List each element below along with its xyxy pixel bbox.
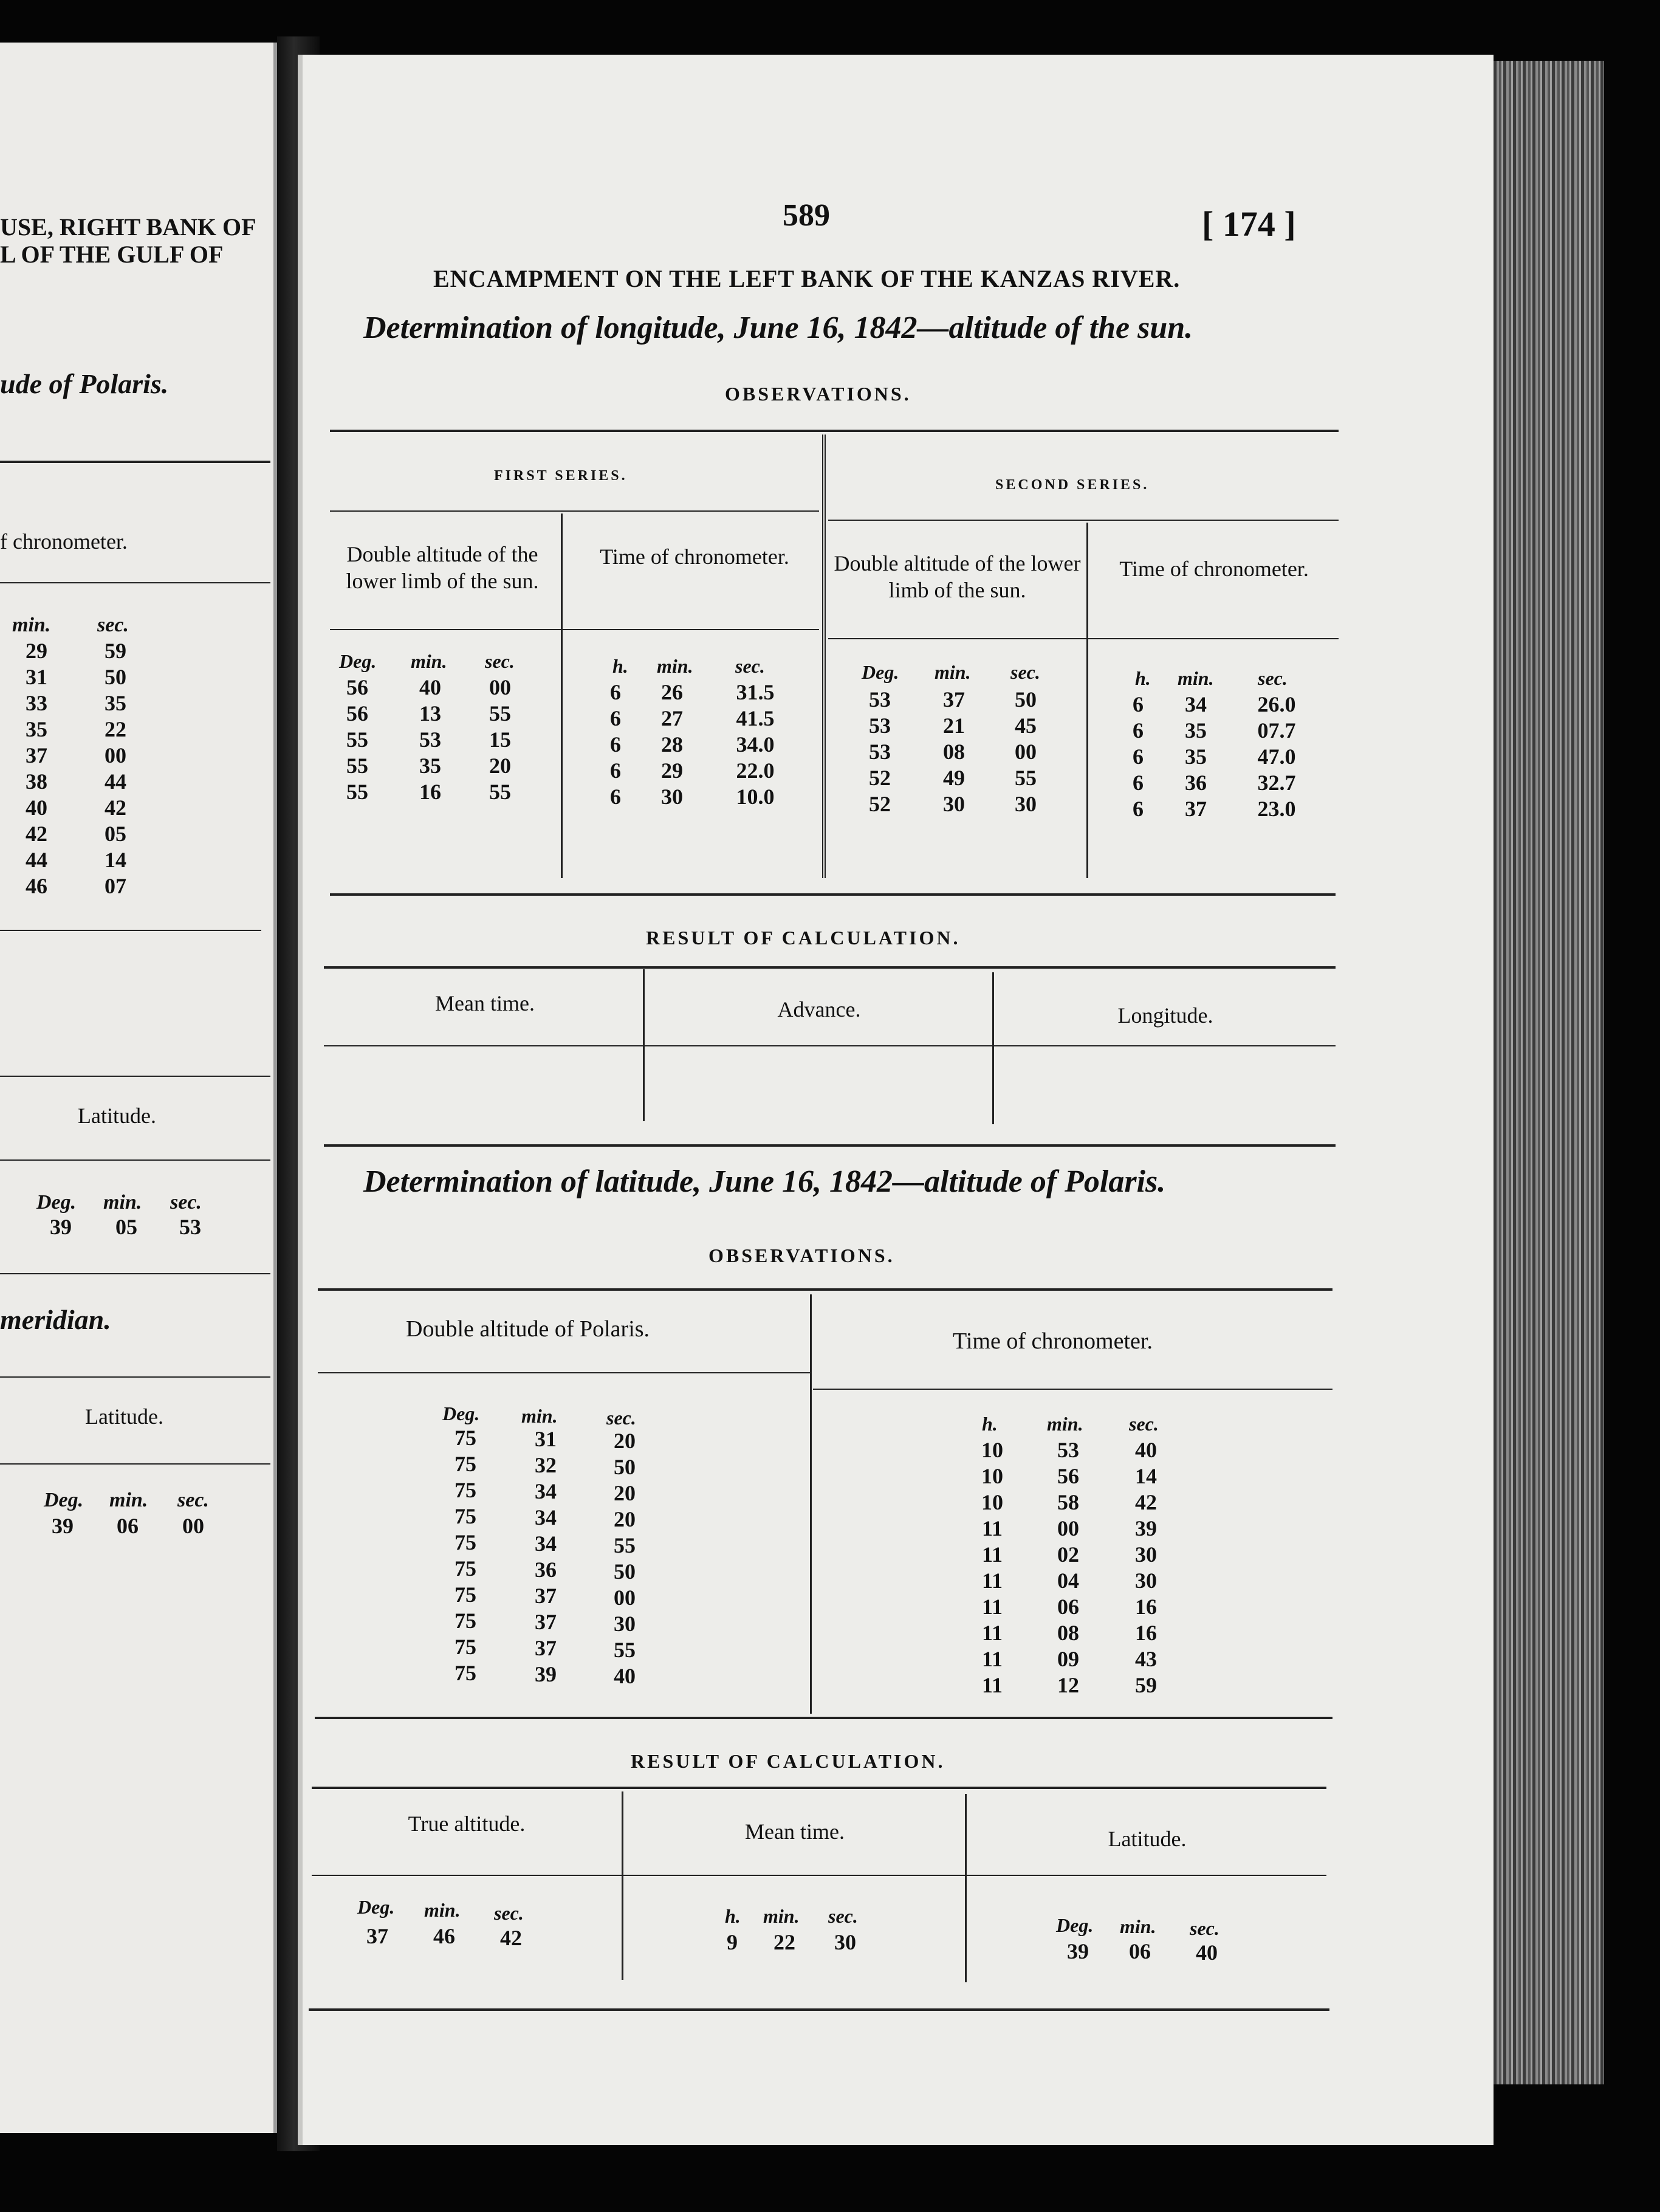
cell: 35 [419,754,441,778]
polaris-unit-tmin: min. [1047,1413,1083,1435]
left-min-cell: 44 [26,848,47,872]
true-alt-unit-deg: Deg. [357,1896,395,1918]
cell: 32 [535,1453,557,1477]
cell: 55 [346,754,368,778]
latitude-observations-label: OBSERVATIONS. [708,1245,895,1266]
left-sec-cell: 22 [105,717,126,741]
left-heading-line-1: USE, RIGHT BANK OF [0,213,256,241]
first-head-rule [330,629,819,630]
cell: 00 [614,1585,636,1610]
left-min-cell: 38 [26,769,47,794]
second-unit-deg: Deg. [862,661,899,683]
left-min-cell: 33 [26,691,47,715]
left-latitude-label: Latitude. [78,1104,156,1128]
lat-result-head-true-altitude: True altitude. [408,1812,526,1836]
second-col-divider [1086,523,1088,878]
cell: 56 [346,675,368,699]
mean-time-h: 9 [727,1930,738,1954]
longitude-result-label: RESULT OF CALCULATION. [646,927,961,949]
cell: 02 [1057,1542,1079,1567]
left-sec-cell: 59 [105,639,126,663]
cell: 37 [1185,797,1207,821]
second-unit-tmin: min. [1178,667,1214,689]
left-sec-cell: 44 [105,769,126,794]
lat-result-divider-1 [622,1791,623,1980]
polaris-deg-column [447,1425,484,1686]
cell: 37 [943,687,965,712]
polaris-tmin-column [1050,1437,1086,1698]
first-unit-tsec: sec. [735,655,765,677]
cell: 53 [869,713,891,738]
cell: 6 [1133,692,1144,716]
cell: 29 [661,758,683,783]
true-alt-unit-sec: sec. [494,1902,524,1924]
cell: 58 [1057,1490,1079,1514]
left-sec-cell: 50 [105,665,126,689]
cell: 45 [1015,713,1037,738]
cell: 34.0 [736,732,775,757]
cell: 75 [454,1426,476,1450]
cell: 10 [981,1490,1003,1514]
cell: 16 [1135,1595,1157,1619]
cell: 53 [1057,1438,1079,1462]
first-unit-deg: Deg. [339,650,377,672]
cell: 34 [535,1531,557,1556]
cell: 6 [610,758,621,783]
cell: 59 [1135,1673,1157,1697]
left-page [0,43,277,2133]
left-subtitle: ude of Polaris. [0,368,169,399]
long-result-head-rule [324,1045,1336,1046]
cell: 6 [1133,718,1144,743]
second-series-label: SECOND SERIES. [995,477,1150,493]
cell: 10 [981,1464,1003,1488]
second-time-head: Time of chronometer. [1119,557,1309,581]
obs-table-top-rule [330,430,1339,432]
long-result-divider-2 [992,972,994,1124]
cell: 22.0 [736,758,775,783]
left-lat2-min: 06 [117,1514,139,1538]
cell: 37 [535,1636,557,1660]
cell: 75 [454,1530,476,1554]
cell: 50 [614,1559,636,1584]
latitude-unit-deg: Deg. [1056,1914,1094,1936]
polaris-alt-head: Double altitude of Polaris. [406,1316,650,1342]
long-result-head-mean-time: Mean time. [435,991,535,1015]
left-rule-3 [0,930,261,931]
obs-table-bottom-rule [330,893,1336,896]
true-alt-unit-min: min. [424,1899,461,1921]
page-number: 589 [783,198,830,233]
cell: 75 [454,1504,476,1528]
first-series-rule [330,510,819,512]
cell: 53 [869,687,891,712]
left-lat2-unit-sec: sec. [177,1489,209,1511]
cell: 11 [981,1595,1003,1619]
left-unit-sec: sec. [97,614,129,636]
lat-result-divider-2 [965,1794,967,1982]
second-alt-head: Double altitude of the lower limb of the sun. [834,551,1081,602]
first-series-label: FIRST SERIES. [494,468,628,484]
first-alt-head: Double altitude of the lower limb of the sun. [346,542,539,593]
left-rule-7 [0,1376,270,1378]
cell: 35 [1185,744,1207,769]
lat-result-bottom-rule [309,2008,1329,2011]
mean-time-unit-h: h. [725,1905,741,1927]
cell: 75 [454,1478,476,1502]
cell: 11 [981,1647,1003,1671]
cell: 52 [869,766,891,790]
left-col-head: f chronometer. [0,529,128,554]
left-min-column [18,638,55,899]
cell: 11 [981,1542,1003,1567]
cell: 40 [1135,1438,1157,1462]
polaris-unit-deg: Deg. [442,1403,480,1424]
first-unit-tmin: min. [657,655,693,677]
left-rule-2 [0,582,270,583]
second-unit-min: min. [935,661,971,683]
left-latitude2-label: Latitude. [85,1404,163,1429]
second-sec-column [1007,687,1044,817]
left-lat-sec: 53 [179,1215,201,1239]
left-sec-cell: 42 [105,795,126,820]
cell: 50 [614,1455,636,1479]
second-head-rule [828,638,1339,639]
left-sec-cell: 07 [105,874,126,898]
cell: 12 [1057,1673,1079,1697]
mean-time-unit-sec: sec. [828,1905,858,1927]
cell: 47.0 [1257,744,1296,769]
true-alt-min: 46 [433,1924,455,1948]
cell: 55 [489,780,511,804]
right-page [298,55,1494,2145]
left-min-cell: 37 [26,743,47,768]
left-sec-cell: 14 [105,848,126,872]
second-unit-h: h. [1135,667,1151,689]
cell: 04 [1057,1568,1079,1593]
polaris-tsec-column [1128,1437,1164,1698]
lat-table-bottom-rule [315,1717,1332,1719]
first-tsec-column [728,679,783,810]
cell: 75 [454,1582,476,1607]
cell: 75 [454,1635,476,1659]
cell: 34 [1185,692,1207,716]
latitude-sec: 40 [1196,1940,1218,1965]
cell: 6 [1133,744,1144,769]
cell: 36 [1185,771,1207,795]
cell: 75 [454,1452,476,1476]
polaris-sec-column [606,1428,643,1689]
cell: 40 [419,675,441,699]
cell: 75 [454,1556,476,1581]
left-lat-unit-deg: Deg. [36,1191,77,1214]
first-time-head: Time of chronometer. [600,544,789,569]
cell: 20 [614,1429,636,1453]
second-tsec-column [1249,692,1304,822]
cell: 41.5 [736,706,775,730]
cell: 10 [981,1438,1003,1462]
latitude-deg: 39 [1067,1939,1089,1963]
cell: 75 [454,1609,476,1633]
cell: 16 [419,780,441,804]
left-rule-6 [0,1273,270,1274]
cell: 32.7 [1257,771,1296,795]
cell: 40 [614,1664,636,1688]
latitude-min: 06 [1129,1939,1151,1963]
cell: 55 [346,780,368,804]
polaris-h-column [974,1437,1010,1698]
cell: 53 [869,740,891,764]
second-unit-tsec: sec. [1258,667,1288,689]
cell: 16 [1135,1621,1157,1645]
cell: 30 [614,1612,636,1636]
cell: 11 [981,1568,1003,1593]
cell: 53 [419,727,441,752]
left-min-cell: 42 [26,822,47,846]
first-sec-column [482,675,518,805]
cell: 39 [1135,1516,1157,1540]
cell: 6 [1133,797,1144,821]
cell: 6 [610,785,621,809]
cell: 09 [1057,1647,1079,1671]
polaris-unit-h: h. [982,1413,998,1435]
cell: 14 [1135,1464,1157,1488]
cell: 11 [981,1621,1003,1645]
cell: 27 [661,706,683,730]
lat-alt-head-rule [318,1372,810,1373]
cell: 30 [1015,792,1037,816]
long-result-bottom-rule [324,1144,1336,1147]
left-meridian-title: meridian. [0,1304,111,1335]
left-lat2-unit-min: min. [109,1489,148,1511]
polaris-min-column [527,1426,564,1688]
cell: 30 [1135,1542,1157,1567]
cell: 30 [943,792,965,816]
first-unit-sec: sec. [485,650,515,672]
cell: 13 [419,701,441,726]
left-min-cell: 40 [26,795,47,820]
second-deg-column [862,687,898,817]
left-sec-cell: 00 [105,743,126,768]
latitude-title: Determination of latitude, June 16, 1842—altitude of Polaris. [363,1164,1166,1199]
polaris-time-head: Time of chronometer. [953,1328,1153,1354]
cell: 49 [943,766,965,790]
left-lat-unit-min: min. [103,1191,142,1214]
latitude-unit-sec: sec. [1190,1917,1219,1939]
cell: 55 [1015,766,1037,790]
cell: 36 [535,1558,557,1582]
cell: 20 [614,1507,636,1531]
left-rule-8 [0,1463,270,1465]
cell: 6 [610,680,621,704]
second-min-column [936,687,972,817]
long-result-top-rule [324,966,1336,969]
cell: 52 [869,792,891,816]
left-unit-min: min. [12,614,51,636]
longitude-title: Determination of longitude, June 16, 1842—altitude of the sun. [363,311,1193,345]
left-min-cell: 35 [26,717,47,741]
true-alt-deg: 37 [366,1924,388,1948]
left-rule-1 [0,461,270,463]
cell: 43 [1135,1647,1157,1671]
polaris-unit-tsec: sec. [1129,1413,1159,1435]
cell: 00 [1057,1516,1079,1540]
first-tmin-column [654,679,690,810]
first-h-column [603,679,628,810]
cell: 26 [661,680,683,704]
cell: 08 [1057,1621,1079,1645]
cell: 39 [535,1662,557,1686]
first-unit-min: min. [411,650,447,672]
cell: 50 [1015,687,1037,712]
bracket-page-number: [ 174 ] [1202,204,1296,244]
lat-col-divider [810,1294,812,1714]
cell: 20 [614,1481,636,1505]
cell: 31.5 [736,680,775,704]
cell: 35 [1185,718,1207,743]
location-heading: ENCAMPMENT ON THE LEFT BANK OF THE KANZAS RIVER. [433,265,1181,292]
lat-table-top-rule [318,1288,1332,1291]
cell: 11 [981,1673,1003,1697]
latitude-result-label: RESULT OF CALCULATION. [631,1750,945,1772]
cell: 00 [1015,740,1037,764]
first-min-column [412,675,448,805]
cell: 07.7 [1257,718,1296,743]
left-rule-4 [0,1076,270,1077]
left-sec-cell: 05 [105,822,126,846]
left-lat-unit-sec: sec. [170,1191,202,1214]
cell: 30 [1135,1568,1157,1593]
latitude-unit-min: min. [1120,1915,1156,1937]
cell: 31 [535,1427,557,1451]
mean-time-min: 22 [773,1930,795,1954]
series-divider [822,434,826,878]
cell: 55 [614,1638,636,1662]
left-heading-line-2: L OF THE GULF OF [0,241,224,268]
cell: 26.0 [1257,692,1296,716]
cell: 20 [489,754,511,778]
cell: 56 [1057,1464,1079,1488]
left-lat-min: 05 [115,1215,137,1239]
cell: 00 [489,675,511,699]
long-result-head-advance: Advance. [777,997,861,1022]
cell: 10.0 [736,785,775,809]
cell: 37 [535,1584,557,1608]
cell: 21 [943,713,965,738]
cell: 55 [346,727,368,752]
lat-result-top-rule [312,1787,1326,1789]
left-sec-column [97,638,134,899]
cell: 23.0 [1257,797,1296,821]
cell: 28 [661,732,683,757]
cell: 11 [981,1516,1003,1540]
lat-result-head-latitude: Latitude. [1108,1827,1187,1851]
cell: 75 [454,1661,476,1685]
left-rule-5 [0,1159,270,1161]
left-lat-deg: 39 [50,1215,72,1239]
first-deg-column [339,675,376,805]
first-col-divider [561,514,563,878]
first-unit-h: h. [612,655,628,677]
left-min-cell: 29 [26,639,47,663]
longitude-observations-label: OBSERVATIONS. [725,383,911,405]
left-min-cell: 46 [26,874,47,898]
cell: 08 [943,740,965,764]
long-result-head-longitude: Longitude. [1117,1003,1213,1028]
cell: 34 [535,1505,557,1530]
second-unit-sec: sec. [1010,661,1040,683]
left-lat2-unit-deg: Deg. [44,1489,84,1511]
left-min-cell: 31 [26,665,47,689]
true-alt-sec: 42 [500,1926,522,1950]
cell: 6 [610,732,621,757]
polaris-unit-sec: sec. [606,1407,636,1429]
lat-time-head-rule [813,1389,1332,1390]
cell: 37 [535,1610,557,1634]
left-lat2-sec: 00 [182,1514,204,1538]
second-h-column [1126,692,1150,822]
cell: 06 [1057,1595,1079,1619]
left-sec-cell: 35 [105,691,126,715]
left-lat2-deg: 39 [52,1514,74,1538]
cell: 55 [614,1533,636,1558]
cell: 34 [535,1479,557,1503]
cell: 42 [1135,1490,1157,1514]
cell: 55 [489,701,511,726]
cell: 56 [346,701,368,726]
lat-result-head-mean-time: Mean time. [745,1819,845,1844]
polaris-unit-min: min. [521,1405,558,1427]
lat-result-head-rule [312,1875,1326,1876]
cell: 6 [1133,771,1144,795]
second-tmin-column [1178,692,1214,822]
cell: 30 [661,785,683,809]
mean-time-sec: 30 [834,1930,856,1954]
cell: 6 [610,706,621,730]
cell: 15 [489,727,511,752]
second-series-rule [828,520,1339,521]
mean-time-unit-min: min. [763,1905,800,1927]
